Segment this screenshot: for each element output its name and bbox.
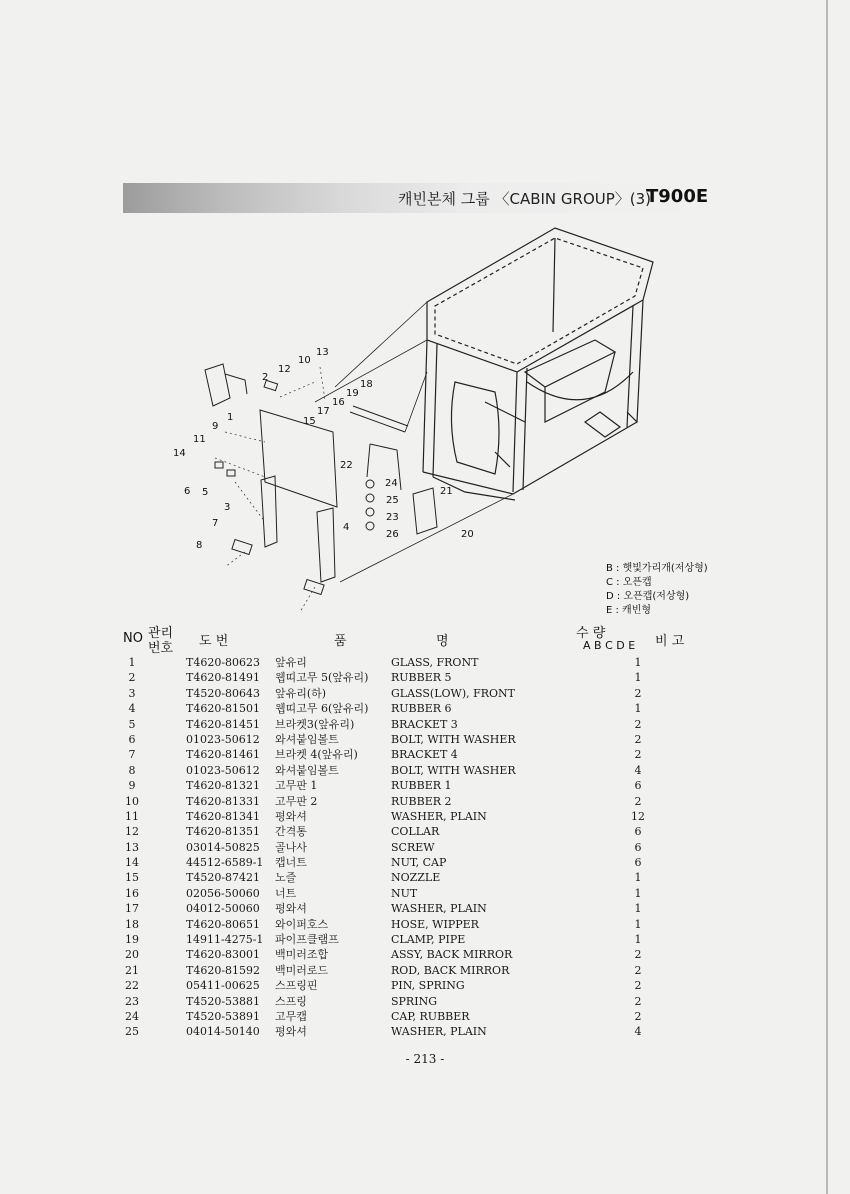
english-name: BRACKET 3 xyxy=(391,717,458,731)
english-name: COLLAR xyxy=(391,825,440,839)
quantity: 6 xyxy=(634,840,642,854)
legend-d: D : 오픈캡(저상형) xyxy=(606,591,690,602)
row-number: 15 xyxy=(125,871,139,885)
part-number: 44512-6589-1 xyxy=(186,856,264,870)
english-name: SCREW xyxy=(391,840,435,854)
part-number: 04012-50060 xyxy=(186,902,260,916)
part-number: T4620-81331 xyxy=(186,794,261,808)
quantity: 6 xyxy=(634,825,642,839)
quantity: 2 xyxy=(634,1009,642,1023)
quantity: 6 xyxy=(634,779,642,793)
table-row xyxy=(0,824,850,839)
row-number: 4 xyxy=(128,702,136,716)
callout-17: 17 xyxy=(317,406,330,417)
row-number: 1 xyxy=(128,656,136,669)
cabin-frame xyxy=(423,228,653,500)
part-number: T4620-81351 xyxy=(186,825,261,839)
quantity: 1 xyxy=(634,656,642,669)
quantity: 6 xyxy=(634,856,642,870)
header-drawing: 도 번 xyxy=(199,634,229,649)
korean-name: 너트 xyxy=(275,886,297,900)
variant-legend xyxy=(606,562,708,618)
quantity: 1 xyxy=(634,933,642,947)
table-row xyxy=(0,886,850,901)
header-qty-columns: A B C D E xyxy=(583,639,636,652)
english-name: RUBBER 6 xyxy=(391,702,452,716)
part-number: T4620-83001 xyxy=(186,948,261,962)
english-name: WASHER, PLAIN xyxy=(391,809,487,823)
korean-name: 브라켓 4(앞유리) xyxy=(275,748,358,762)
quantity: 2 xyxy=(634,994,642,1008)
callout-9: 9 xyxy=(212,421,219,432)
korean-name: 스프링 xyxy=(275,994,307,1008)
korean-name: 캡너트 xyxy=(275,856,307,870)
row-number: 19 xyxy=(125,933,139,947)
table-row xyxy=(0,994,850,1009)
part-callouts xyxy=(173,347,474,551)
quantity: 1 xyxy=(634,886,642,900)
callout-16: 16 xyxy=(332,397,345,408)
english-name: GLASS, FRONT xyxy=(391,656,479,669)
english-name: BOLT, WITH WASHER xyxy=(391,763,516,777)
callout-25: 25 xyxy=(386,495,399,506)
korean-name: 고무판 1 xyxy=(275,779,318,793)
row-number: 18 xyxy=(125,917,139,931)
table-row xyxy=(0,947,850,962)
quantity: 2 xyxy=(634,717,642,731)
group-title: 캐빈본체 그룹 〈CABIN GROUP〉(3) xyxy=(398,190,652,208)
callout-15: 15 xyxy=(303,416,316,427)
assembly-guides xyxy=(215,367,325,612)
korean-name: 와이퍼호스 xyxy=(275,917,329,931)
part-number: 03014-50825 xyxy=(186,840,260,854)
table-row xyxy=(0,1024,850,1039)
part-number: T4620-80623 xyxy=(186,656,261,669)
table-row xyxy=(0,686,850,701)
row-number: 21 xyxy=(125,963,139,977)
korean-name: 웹띠고무 6(앞유리) xyxy=(275,702,369,716)
row-number: 6 xyxy=(128,732,136,746)
quantity: 2 xyxy=(634,794,642,808)
part-number: T4620-81592 xyxy=(186,963,261,977)
row-number: 11 xyxy=(125,809,139,823)
part-number: T4620-81341 xyxy=(186,809,261,823)
row-number: 3 xyxy=(128,686,136,700)
english-name: RUBBER 2 xyxy=(391,794,452,808)
korean-name: 브라켓3(앞유리) xyxy=(275,717,355,731)
korean-name: 평와셔 xyxy=(275,809,307,823)
quantity: 1 xyxy=(634,702,642,716)
callout-5: 5 xyxy=(202,487,209,498)
model-name: T900E xyxy=(646,186,709,207)
english-name: RUBBER 5 xyxy=(391,671,452,685)
korean-name: 와셔붙임볼트 xyxy=(275,732,339,746)
english-name: NUT, CAP xyxy=(391,856,447,870)
header-mgmt-top: 관리 xyxy=(148,626,174,641)
part-number: T4620-80651 xyxy=(186,917,261,931)
table-row xyxy=(0,870,850,885)
part-number: 01023-50612 xyxy=(186,763,260,777)
part-number: T4520-53891 xyxy=(186,1009,261,1023)
row-number: 10 xyxy=(125,794,139,808)
korean-name: 스프링핀 xyxy=(275,979,318,993)
table-row xyxy=(0,794,850,809)
header-mgmt-bottom: 번호 xyxy=(148,641,174,656)
english-name: NOZZLE xyxy=(391,871,441,885)
callout-1: 1 xyxy=(227,412,234,423)
table-row xyxy=(0,655,850,670)
quantity: 1 xyxy=(634,917,642,931)
row-number: 7 xyxy=(128,748,136,762)
quantity: 2 xyxy=(634,963,642,977)
callout-22: 22 xyxy=(340,460,353,471)
quantity: 2 xyxy=(634,979,642,993)
english-name: GLASS(LOW), FRONT xyxy=(391,686,516,700)
row-number: 9 xyxy=(128,779,136,793)
table-row xyxy=(0,717,850,732)
quantity: 2 xyxy=(634,948,642,962)
header-name-2: 명 xyxy=(436,634,449,649)
row-number: 16 xyxy=(125,886,139,900)
table-row xyxy=(0,732,850,747)
quantity: 12 xyxy=(631,809,645,823)
table-row xyxy=(0,1009,850,1024)
callout-6: 6 xyxy=(184,486,191,497)
english-name: PIN, SPRING xyxy=(391,979,465,993)
table-row xyxy=(0,901,850,916)
quantity: 1 xyxy=(634,902,642,916)
row-number: 20 xyxy=(125,948,139,962)
part-number: 01023-50612 xyxy=(186,732,260,746)
quantity: 2 xyxy=(634,686,642,700)
quantity: 2 xyxy=(634,732,642,746)
row-number: 14 xyxy=(125,856,139,870)
callout-14: 14 xyxy=(173,448,186,459)
table-row xyxy=(0,747,850,762)
row-number: 8 xyxy=(128,763,136,777)
row-number: 24 xyxy=(125,1009,139,1023)
part-number: T4620-81321 xyxy=(186,779,261,793)
exploded-parts-diagram xyxy=(165,222,665,617)
part-number: T4620-81461 xyxy=(186,748,261,762)
part-number: T4620-81501 xyxy=(186,702,261,716)
korean-name: 평와셔 xyxy=(275,902,307,916)
korean-name: 고무캡 xyxy=(275,1009,307,1023)
english-name: BOLT, WITH WASHER xyxy=(391,732,516,746)
row-number: 2 xyxy=(128,671,136,685)
parts-table xyxy=(0,655,850,1040)
quantity: 2 xyxy=(634,748,642,762)
table-row xyxy=(0,809,850,824)
part-number: T4620-81491 xyxy=(186,671,261,685)
part-number: 05411-00625 xyxy=(186,979,260,993)
callout-26: 26 xyxy=(386,529,399,540)
row-number: 23 xyxy=(125,994,139,1008)
quantity: 4 xyxy=(634,1025,642,1039)
english-name: BRACKET 4 xyxy=(391,748,458,762)
callout-21: 21 xyxy=(440,486,453,497)
row-number: 25 xyxy=(125,1025,139,1039)
table-row xyxy=(0,670,850,685)
callout-11: 11 xyxy=(193,434,206,445)
english-name: ROD, BACK MIRROR xyxy=(391,963,510,977)
row-number: 5 xyxy=(128,717,136,731)
korean-name: 평와셔 xyxy=(275,1025,307,1039)
row-number: 22 xyxy=(125,979,139,993)
english-name: CLAMP, PIPE xyxy=(391,933,466,947)
legend-e: E : 캐빈형 xyxy=(606,605,652,616)
part-number: 14911-4275-1 xyxy=(186,933,264,947)
english-name: SPRING xyxy=(391,994,437,1008)
callout-3: 3 xyxy=(224,502,231,513)
callout-4: 4 xyxy=(343,522,350,533)
english-name: WASHER, PLAIN xyxy=(391,1025,487,1039)
korean-name: 간격통 xyxy=(275,825,307,839)
part-number: T4520-53881 xyxy=(186,994,261,1008)
korean-name: 노즐 xyxy=(275,871,297,885)
row-number: 17 xyxy=(125,902,139,916)
english-name: CAP, RUBBER xyxy=(391,1009,470,1023)
korean-name: 백미러조합 xyxy=(275,948,329,962)
part-number: T4620-81451 xyxy=(186,717,261,731)
row-number: 12 xyxy=(125,825,139,839)
part-number: T4520-80643 xyxy=(186,686,261,700)
table-row xyxy=(0,855,850,870)
part-number: 04014-50140 xyxy=(186,1025,260,1039)
callout-19: 19 xyxy=(346,388,359,399)
header-qty: 수 량 xyxy=(576,626,606,641)
quantity: 1 xyxy=(634,671,642,685)
table-row xyxy=(0,917,850,932)
korean-name: 웹띠고무 5(앞유리) xyxy=(275,671,369,685)
header-name-1: 품 xyxy=(334,634,347,649)
callout-2: 2 xyxy=(262,372,269,383)
table-row xyxy=(0,701,850,716)
table-row xyxy=(0,840,850,855)
table-row xyxy=(0,932,850,947)
callout-23: 23 xyxy=(386,512,399,523)
table-row xyxy=(0,763,850,778)
header-no: NO xyxy=(123,631,143,646)
english-name: NUT xyxy=(391,886,418,900)
korean-name: 앞유리 xyxy=(275,656,307,669)
table-row xyxy=(0,963,850,978)
callout-10: 10 xyxy=(298,355,311,366)
korean-name: 고무판 2 xyxy=(275,794,318,808)
korean-name: 골나사 xyxy=(275,840,307,854)
page-number: - 213 - xyxy=(405,1052,445,1066)
english-name: ASSY, BACK MIRROR xyxy=(391,948,513,962)
part-number: 02056-50060 xyxy=(186,886,260,900)
table-row xyxy=(0,778,850,793)
callout-20: 20 xyxy=(461,529,474,540)
table-row xyxy=(0,978,850,993)
english-name: WASHER, PLAIN xyxy=(391,902,487,916)
callout-13: 13 xyxy=(316,347,329,358)
callout-8: 8 xyxy=(196,540,203,551)
part-number: T4520-87421 xyxy=(186,871,261,885)
callout-24: 24 xyxy=(385,478,398,489)
header-remarks: 비 고 xyxy=(655,634,685,649)
korean-name: 파이프클램프 xyxy=(275,933,339,947)
callout-18: 18 xyxy=(360,379,373,390)
callout-7: 7 xyxy=(212,518,219,529)
english-name: HOSE, WIPPER xyxy=(391,917,479,931)
korean-name: 앞유리(하) xyxy=(275,686,327,700)
korean-name: 백미러로드 xyxy=(275,963,329,977)
korean-name: 와셔붙임볼트 xyxy=(275,763,339,777)
quantity: 1 xyxy=(634,871,642,885)
legend-b: B : 햇빛가리개(저상형) xyxy=(606,563,708,574)
legend-c: C : 오픈캡 xyxy=(606,577,652,588)
callout-12: 12 xyxy=(278,364,291,375)
english-name: RUBBER 1 xyxy=(391,779,452,793)
quantity: 4 xyxy=(634,763,642,777)
row-number: 13 xyxy=(125,840,139,854)
